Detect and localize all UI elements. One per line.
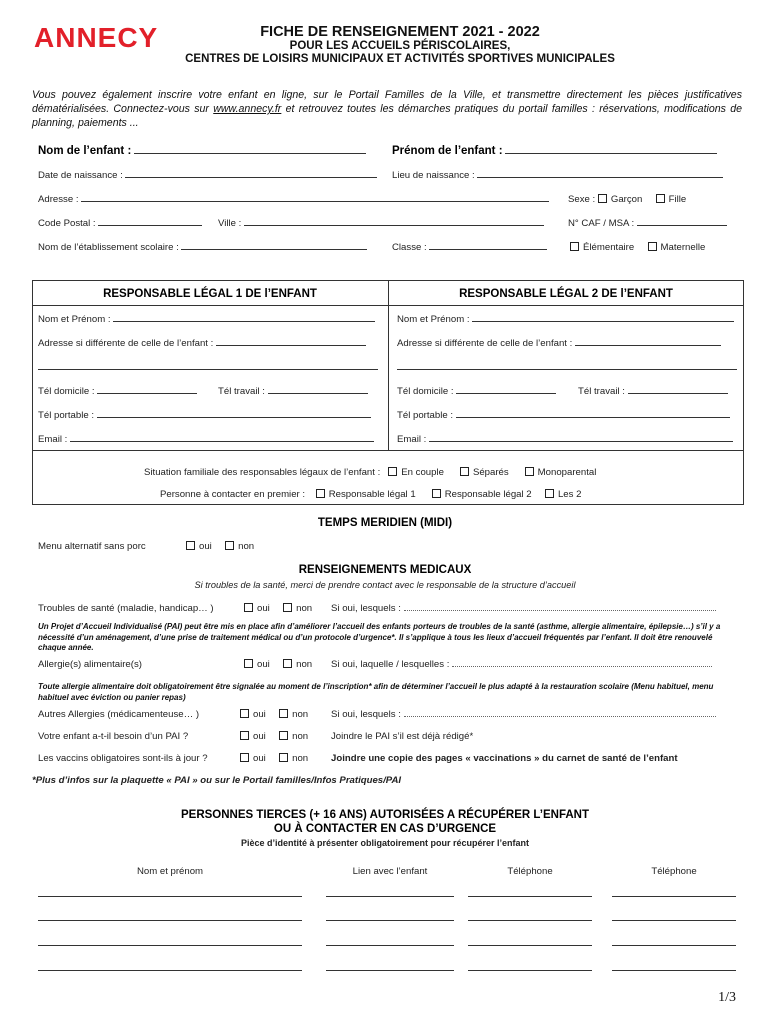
caf-label: N° CAF / MSA : xyxy=(568,218,635,229)
resp1-tel-home-field[interactable] xyxy=(97,386,197,394)
family-situation-row xyxy=(144,467,596,478)
resp2-mobile-field[interactable] xyxy=(456,410,730,418)
resp1-contact-label: Responsable légal 1 xyxy=(328,489,416,500)
resp1-tel-work-row xyxy=(218,386,368,397)
level-row xyxy=(570,242,705,253)
tiers-row-1-tel1[interactable] xyxy=(468,896,592,897)
pai-attach: Joindre le PAI s’il est déjà rédigé* xyxy=(331,731,474,742)
allergie-oui-label: oui xyxy=(257,659,270,670)
resp2-address-label: Adresse si différente de celle de l’enfant : xyxy=(397,338,573,349)
form-subtitle-2: CENTRES DE LOISIRS MUNICIPAUX ET ACTIVITÉS SPORTIVES MUNICIPALES xyxy=(185,53,615,65)
resp2-tel-home-field[interactable] xyxy=(456,386,556,394)
birthdate-label: Date de naissance : xyxy=(38,170,123,181)
garcon-checkbox[interactable] xyxy=(598,194,607,203)
resp2-tel-work-row xyxy=(578,386,728,397)
tiers-row-2-tel2[interactable] xyxy=(612,920,736,921)
tiers-row-3-lien[interactable] xyxy=(326,945,454,946)
midi-title: TEMPS MERIDIEN (MIDI) xyxy=(317,517,453,529)
tiers-row-1-nom[interactable] xyxy=(38,896,302,897)
allergie-note: Toute allergie alimentaire doit obligatoirement être signalée au moment de l’inscription* afin de déterminer l’accueil le plus adapté à la restauration scolaire (Menu habituel, menu habituel avec éviction ou panier repas) xyxy=(38,682,714,702)
address-label: Adresse : xyxy=(38,194,79,205)
resp1-email-field[interactable] xyxy=(70,434,374,442)
tiers-row-2-lien[interactable] xyxy=(326,920,454,921)
both-contact-checkbox[interactable] xyxy=(545,489,554,498)
vaccins-non-label: non xyxy=(292,753,309,764)
resp1-mobile-row xyxy=(38,410,371,421)
allergie-detail-row xyxy=(331,659,712,670)
troubles-non-checkbox[interactable] xyxy=(283,603,292,612)
tiers-row-4-nom[interactable] xyxy=(38,970,302,971)
resp2-tel-home-row xyxy=(397,386,556,397)
resp1-name-field[interactable] xyxy=(113,314,375,322)
col-nom: Nom et prénom xyxy=(136,866,204,877)
autres-non-checkbox[interactable] xyxy=(279,709,288,718)
intro-paragraph xyxy=(32,88,742,130)
resp2-mobile-label: Tél portable : xyxy=(397,410,453,421)
pai-oui-label: oui xyxy=(253,731,266,742)
allergie-oui-checkbox[interactable] xyxy=(244,659,253,668)
medical-subtitle: Si troubles de la santé, merci de prendre contact avec le responsable de la structure d’accueil xyxy=(194,580,576,590)
autres-row xyxy=(38,709,199,720)
troubles-detail-row xyxy=(331,603,716,614)
troubles-row xyxy=(38,603,214,614)
resp1-mobile-label: Tél portable : xyxy=(38,410,94,421)
pai-need-label: Votre enfant a-t-il besoin d’un PAI ? xyxy=(38,731,189,742)
resp2-email-row xyxy=(397,434,733,445)
allergie-row xyxy=(38,659,142,670)
maternelle-checkbox[interactable] xyxy=(648,242,657,251)
child-firstname-label: Prénom de l’enfant : xyxy=(392,145,503,157)
postcode-field[interactable] xyxy=(98,218,202,226)
en-couple-label: En couple xyxy=(401,467,444,478)
allergie-non-checkbox[interactable] xyxy=(283,659,292,668)
maternelle-label: Maternelle xyxy=(660,242,706,253)
resp1-name-label: Nom et Prénom : xyxy=(38,314,111,325)
resp2-name-row xyxy=(397,314,734,325)
monoparental-checkbox[interactable] xyxy=(525,467,534,476)
school-label: Nom de l’établissement scolaire : xyxy=(38,242,179,253)
autres-detail-label: Si oui, lesquels : xyxy=(331,709,401,720)
resp2-tel-work-label: Tél travail : xyxy=(578,386,625,397)
allergie-detail-field[interactable] xyxy=(452,659,712,667)
birthplace-label: Lieu de naissance : xyxy=(392,170,475,181)
intro-text-2: et retrouvez toutes les démarches pratiques du portail familles : réservations, modifications de planning, paiements ... xyxy=(32,103,743,129)
menu-oui-label: oui xyxy=(199,541,212,552)
school-field[interactable] xyxy=(181,242,367,250)
resp1-tel-work-label: Tél travail : xyxy=(218,386,265,397)
troubles-detail-label: Si oui, lesquels : xyxy=(331,603,401,614)
family-situation-label: Situation familiale des responsables légaux de l’enfant : xyxy=(144,467,381,478)
pai-non-checkbox[interactable] xyxy=(279,731,288,740)
responsables-header-line xyxy=(32,305,744,306)
medical-title: RENSEIGNEMENTS MEDICAUX xyxy=(298,564,472,576)
troubles-detail-field[interactable] xyxy=(404,603,716,611)
resp2-address-field[interactable] xyxy=(575,338,721,346)
resp1-tel-home-row xyxy=(38,386,197,397)
resp2-tel-work-field[interactable] xyxy=(628,386,728,394)
page-number: 1/3 xyxy=(718,990,736,1005)
separes-label: Séparés xyxy=(472,467,509,478)
pai-oui-checkbox[interactable] xyxy=(240,731,249,740)
autres-options xyxy=(240,709,308,720)
allergie-detail-label: Si oui, laquelle / lesquelles : xyxy=(331,659,450,670)
tiers-title-1: PERSONNES TIERCES (+ 16 ANS) AUTORISÉES A RÉCUPÉRER L’ENFANT xyxy=(180,809,589,821)
address-field[interactable] xyxy=(81,194,549,202)
autres-oui-checkbox[interactable] xyxy=(240,709,249,718)
autres-label: Autres Allergies (médicamenteuse… ) xyxy=(38,709,200,720)
school-row xyxy=(38,242,367,253)
resp1-email-row xyxy=(38,434,374,445)
resp1-address-field-2[interactable] xyxy=(38,362,378,370)
pai-need-row xyxy=(38,731,188,742)
birthdate-field[interactable] xyxy=(125,170,377,178)
address-row xyxy=(38,194,549,205)
troubles-label: Troubles de santé (maladie, handicap… ) xyxy=(38,603,214,614)
col-lien: Lien avec l’enfant xyxy=(352,866,428,877)
monoparental-label: Monoparental xyxy=(537,467,597,478)
city-field[interactable] xyxy=(244,218,544,226)
portal-link[interactable]: www.annecy.fr xyxy=(213,103,282,115)
allergie-options xyxy=(244,659,312,670)
vaccins-oui-checkbox[interactable] xyxy=(240,753,249,762)
city-row xyxy=(218,218,544,229)
resp2-tel-home-label: Tél domicile : xyxy=(397,386,454,397)
fille-label: Fille xyxy=(668,194,687,205)
tiers-row-3-tel2[interactable] xyxy=(612,945,736,946)
sex-label: Sexe : xyxy=(568,194,596,205)
en-couple-checkbox[interactable] xyxy=(388,467,397,476)
fille-checkbox[interactable] xyxy=(656,194,665,203)
birthdate-row xyxy=(38,170,377,181)
tiers-row-2-tel1[interactable] xyxy=(468,920,592,921)
resp2-email-label: Email : xyxy=(397,434,427,445)
troubles-options xyxy=(244,603,312,614)
allergie-non-label: non xyxy=(296,659,313,670)
plus-infos: *Plus d’infos sur la plaquette « PAI » ou sur le Portail familles/Infos Pratiques/PAI xyxy=(32,775,402,786)
pai-note: Un Projet d’Accueil Individualisé (PAI) peut être mis en place afin d’améliorer l’accueil des enfants porteurs de troubles de la santé (asthme, allergie alimentaire, épilepsie…) s’il y a nécessité d’un aménagement, d’une prise de traitement médical ou d’un protocole d’urgence*. Il s’applique à tous les lieux d’accueil fréquentés par l’enfant. Il doit être renouvelé chaque année. xyxy=(38,622,721,652)
resp2-name-field[interactable] xyxy=(472,314,734,322)
first-contact-label: Personne à contacter en premier : xyxy=(160,489,306,500)
pai-need-options xyxy=(240,731,308,742)
tiers-row-4-lien[interactable] xyxy=(326,970,454,971)
tiers-row-1-lien[interactable] xyxy=(326,896,454,897)
city-label: Ville : xyxy=(218,218,242,229)
resp2-address-row xyxy=(397,338,721,349)
form-subtitle-1: POUR LES ACCUEILS PÉRISCOLAIRES, xyxy=(289,40,511,52)
tiers-row-1-tel2[interactable] xyxy=(612,896,736,897)
troubles-oui-label: oui xyxy=(257,603,270,614)
resp1-contact-checkbox[interactable] xyxy=(316,489,325,498)
elementaire-checkbox[interactable] xyxy=(570,242,579,251)
menu-label: Menu alternatif sans porc xyxy=(38,541,146,552)
resp2-address-field-2[interactable] xyxy=(397,362,737,370)
resp2-email-field[interactable] xyxy=(429,434,733,442)
child-name-label: Nom de l’enfant : xyxy=(38,145,132,157)
class-row xyxy=(392,242,547,253)
vaccins-options xyxy=(240,753,308,764)
vaccins-attach: Joindre une copie des pages « vaccinations » du carnet de santé de l’enfant xyxy=(331,753,678,764)
tiers-row-4-tel2[interactable] xyxy=(612,970,736,971)
resp2-contact-checkbox[interactable] xyxy=(432,489,441,498)
tiers-row-3-nom[interactable] xyxy=(38,945,302,946)
caf-row xyxy=(568,218,727,229)
menu-non-checkbox[interactable] xyxy=(225,541,234,550)
responsables-bottom-line xyxy=(32,450,744,451)
sex-row xyxy=(568,194,686,205)
vaccins-non-checkbox[interactable] xyxy=(279,753,288,762)
resp1-address-label: Adresse si différente de celle de l’enfant : xyxy=(38,338,214,349)
child-firstname-field[interactable] xyxy=(505,146,717,154)
resp1-address-row xyxy=(38,338,366,349)
autres-detail-field[interactable] xyxy=(404,709,716,717)
intro-text-1: Vous pouvez également inscrire votre enfant en ligne, sur le Portail Familles de la Ville, et transmettre directement les pièces justificatives dématérialisées. Connectez-vous sur xyxy=(32,89,742,115)
menu-options xyxy=(186,541,254,552)
pai-non-label: non xyxy=(292,731,309,742)
vaccins-row xyxy=(38,753,208,764)
birthplace-field[interactable] xyxy=(477,170,723,178)
elementaire-label: Élémentaire xyxy=(583,242,635,253)
first-contact-row xyxy=(160,489,581,500)
tiers-subtitle: Pièce d’identité à présenter obligatoirement pour récupérer l’enfant xyxy=(240,838,530,848)
postcode-label: Code Postal : xyxy=(38,218,96,229)
resp1-title: RESPONSABLE LÉGAL 1 DE l’ENFANT xyxy=(103,288,317,300)
caf-field[interactable] xyxy=(637,218,727,226)
form-title: FICHE DE RENSEIGNEMENT 2021 - 2022 xyxy=(260,24,540,40)
garcon-label: Garçon xyxy=(610,194,643,205)
both-contact-label: Les 2 xyxy=(557,489,582,500)
class-field[interactable] xyxy=(429,242,547,250)
resp2-mobile-row xyxy=(397,410,730,421)
birthplace-row xyxy=(392,170,723,181)
autres-non-label: non xyxy=(292,709,309,720)
tiers-row-3-tel1[interactable] xyxy=(468,945,592,946)
logo-text: ANNECY xyxy=(34,22,159,52)
autres-oui-label: oui xyxy=(253,709,266,720)
vaccins-oui-label: oui xyxy=(253,753,266,764)
child-name-row xyxy=(38,145,366,157)
troubles-oui-checkbox[interactable] xyxy=(244,603,253,612)
autres-detail-row xyxy=(331,709,716,720)
tiers-row-4-tel1[interactable] xyxy=(468,970,592,971)
resp2-address-row-2 xyxy=(397,362,737,373)
resp2-title: RESPONSABLE LÉGAL 2 DE l’ENFANT xyxy=(459,288,673,300)
resp2-name-label: Nom et Prénom : xyxy=(397,314,470,325)
resp1-address-field[interactable] xyxy=(216,338,366,346)
menu-non-label: non xyxy=(238,541,255,552)
tiers-row-2-nom[interactable] xyxy=(38,920,302,921)
child-name-field[interactable] xyxy=(134,146,366,154)
allergie-label: Allergie(s) alimentaire(s) xyxy=(38,659,142,670)
separes-checkbox[interactable] xyxy=(460,467,469,476)
troubles-non-label: non xyxy=(296,603,313,614)
tiers-title-2: OU À CONTACTER EN CAS D’URGENCE xyxy=(273,823,497,835)
postcode-row xyxy=(38,218,202,229)
resp1-email-label: Email : xyxy=(38,434,68,445)
class-label: Classe : xyxy=(392,242,427,253)
resp1-name-row xyxy=(38,314,375,325)
resp1-mobile-field[interactable] xyxy=(97,410,371,418)
col-tel-2: Téléphone xyxy=(651,866,697,877)
vaccins-label: Les vaccins obligatoires sont-ils à jour ? xyxy=(38,753,208,764)
menu-oui-checkbox[interactable] xyxy=(186,541,195,550)
resp1-tel-work-field[interactable] xyxy=(268,386,368,394)
resp1-tel-home-label: Tél domicile : xyxy=(38,386,95,397)
resp1-address-row-2 xyxy=(38,362,378,373)
child-firstname-row xyxy=(392,145,717,157)
menu-row xyxy=(38,541,146,552)
resp2-contact-label: Responsable légal 2 xyxy=(444,489,532,500)
col-tel-1: Téléphone xyxy=(507,866,553,877)
